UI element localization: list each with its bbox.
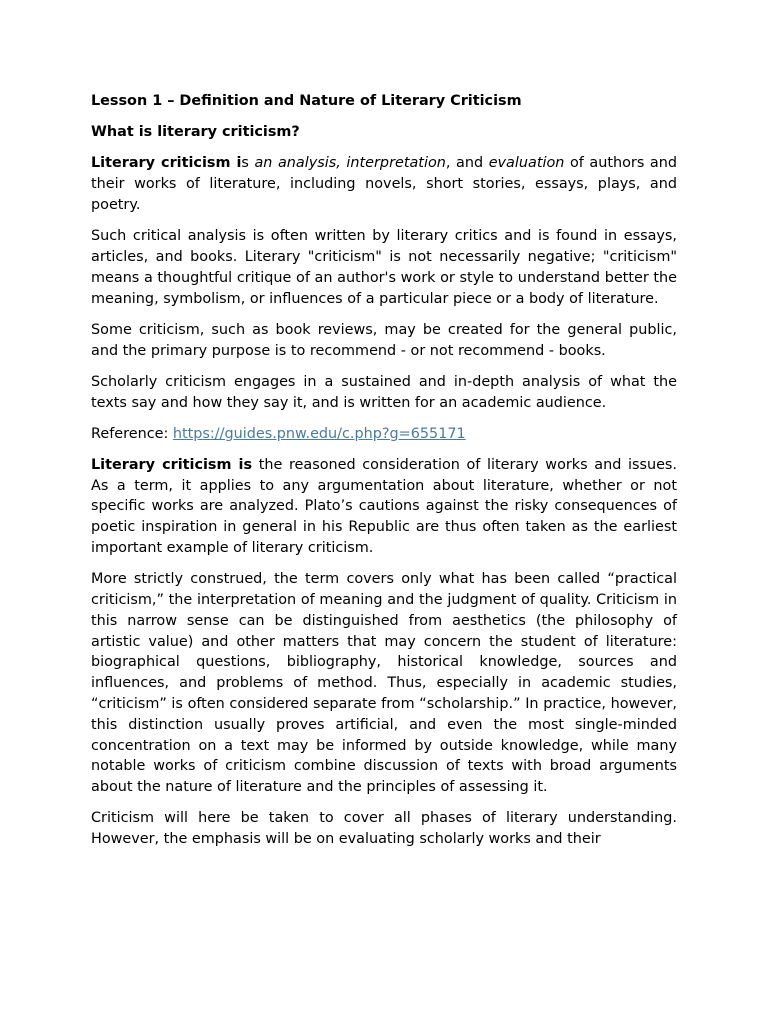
document-page [91,91,677,860]
paragraph-definition [91,153,677,215]
italic-term: evaluation [488,155,565,172]
paragraph-practical-criticism: More strictly construed, the term covers only what has been called “practical criticism,” the interpretation of meaning and the judgment of quality. Criticism in this narrow sense can be distinguished from aesthetics (the philosophy of artistic value) and other matters that may concern the student of literature: biographical questions, bibliography, historical knowledge, sources and influences, and problems of method. Thus, especially in academic studies, “criticism” is often considered separate from “scholarship.” In practice, however, this distinction usually proves artificial, and even the most single-minded concentration on a text may be informed by outside knowledge, while many notable works of criticism combine discussion of texts with broad arguments about the nature of literature and the principles of assessing it. [91,571,677,796]
text-run: , and [445,155,489,172]
lesson-title: Lesson 1 – Definition and Nature of Literary Criticism [91,93,522,109]
bold-term: Literary criticism i [91,155,242,172]
paragraph-critical-analysis: Such critical analysis is often written by literary critics and is found in essays, articles, and books. Literary "criticism" is not necessarily negative; "criticism" means a thoughtful critique of an author's work or style to understand better the meaning, symbolism, or influences of a particular piece or a body of literature. [91,228,677,307]
question-heading: What is literary criticism? [91,124,300,141]
text-run: of authors and their works of literature, including novels, short stories, essays, plays, and poetry. [91,155,677,213]
reference-label: Reference: [91,425,173,442]
italic-term: an analysis, interpretation [254,155,446,172]
paragraph-reasoned-consideration [91,455,677,559]
paragraph-scholarly-criticism: Scholarly criticism engages in a sustained and in-depth analysis of what the texts say and how they say it, and is written for an academic audience. [91,373,677,411]
text-run: s [241,155,255,172]
paragraph-phases: Criticism will here be taken to cover all phases of literary understanding. However, the emphasis will be on evaluating scholarly works and their [91,810,677,848]
reference-line [91,424,677,445]
paragraph-book-reviews: Some criticism, such as book reviews, may be created for the general public, and the primary purpose is to recommend - or not recommend - books. [91,321,677,359]
reference-link[interactable]: https://guides.pnw.edu/c.php?g=655171 [172,425,466,442]
text-run: the reasoned consideration of literary works and issues. As a term, it applies to any argumentation about literature, whether or not specific works are analyzed. Plato’s cautions against the risky consequences of poetic inspiration in general in his Republic are thus often taken as the earliest important example of literary criticism. [91,456,677,557]
bold-term: Literary criticism is [91,456,253,473]
